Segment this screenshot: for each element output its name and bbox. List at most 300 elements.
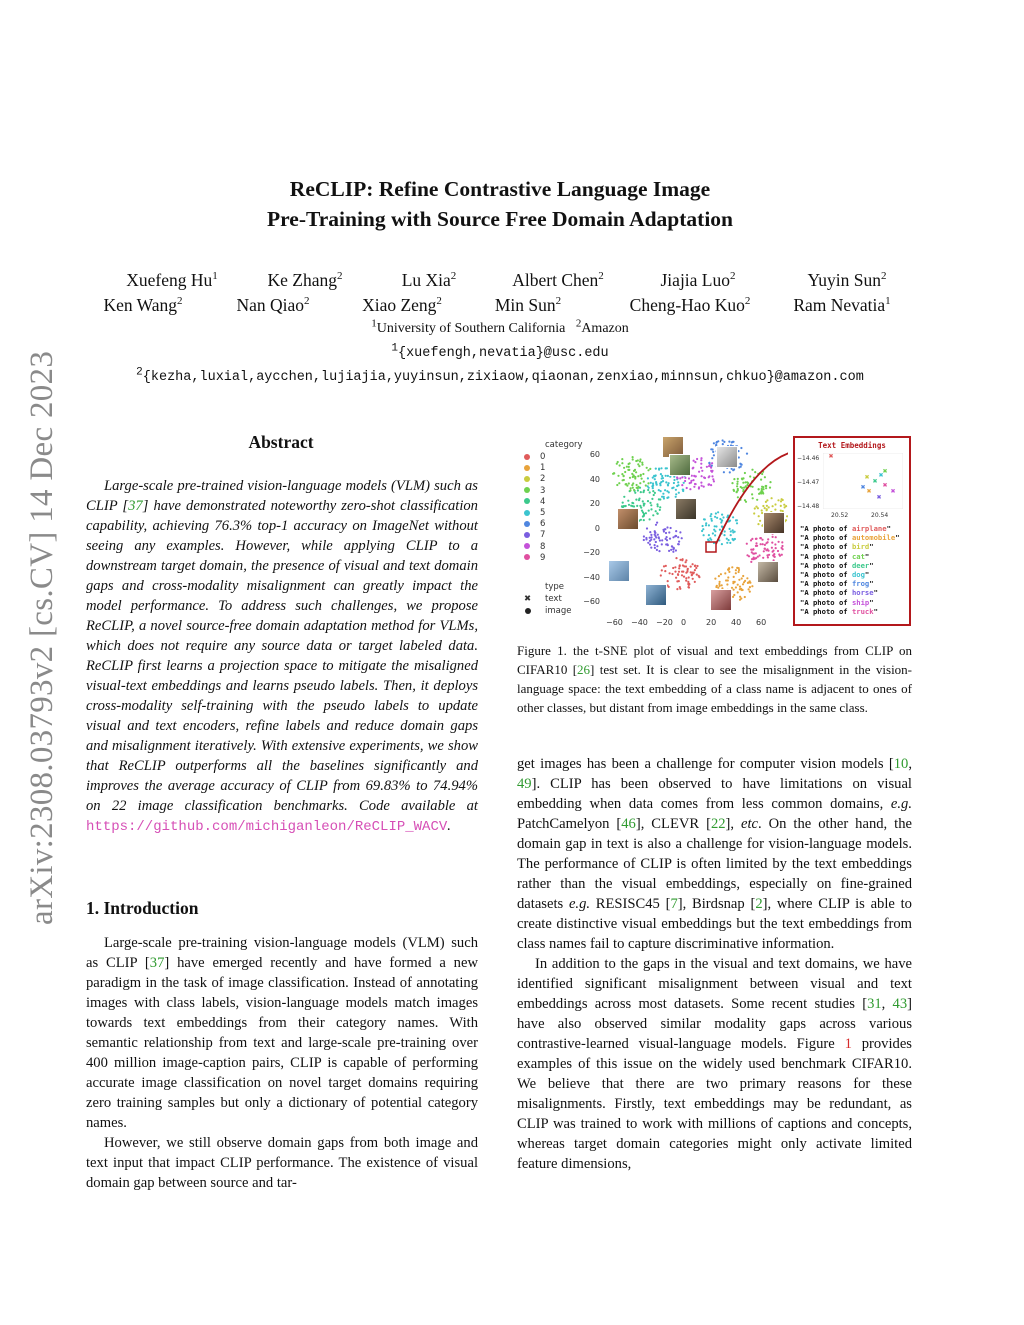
image-point xyxy=(736,485,738,487)
author-affiliation-mark: 1 xyxy=(885,295,891,308)
image-point xyxy=(642,473,644,475)
image-point xyxy=(741,464,743,466)
image-point xyxy=(652,514,654,516)
rp2-b: ] have also observed similar modality gaps across various contrastive-learned visual-language models. Figure xyxy=(517,996,913,1052)
prompt-line-airplane xyxy=(800,524,900,533)
image-point xyxy=(677,573,679,575)
image-point xyxy=(729,542,731,544)
image-point xyxy=(712,451,714,453)
type-legend xyxy=(520,580,580,620)
image-point xyxy=(748,555,750,557)
image-point xyxy=(685,572,687,574)
image-point xyxy=(675,530,677,532)
y-tick-label: −40 xyxy=(583,572,600,582)
image-point xyxy=(764,544,766,546)
image-point xyxy=(750,549,752,551)
prompt-class-name: airplane xyxy=(851,524,887,533)
image-point xyxy=(760,537,762,539)
legend-item-5 xyxy=(524,508,545,519)
rp1-a: get images has been a challenge for computer vision models [ xyxy=(517,756,894,772)
image-point xyxy=(674,566,676,568)
image-point xyxy=(672,551,674,553)
image-point xyxy=(780,500,782,502)
legend-item-2 xyxy=(524,474,545,485)
image-point xyxy=(630,487,632,489)
row2-author-4 xyxy=(495,295,561,316)
image-point xyxy=(694,581,696,583)
image-point xyxy=(617,475,619,477)
inset-y-tick-label: −14.46 xyxy=(797,455,820,462)
type-image-label: image xyxy=(545,606,572,616)
image-point xyxy=(717,511,719,513)
image-point xyxy=(713,454,715,456)
citation-10[interactable]: 10 xyxy=(893,756,909,772)
image-point xyxy=(782,499,784,501)
image-point xyxy=(619,464,621,466)
image-point xyxy=(650,482,652,484)
abstract-body xyxy=(86,476,478,837)
text-embedding-mark-ship: ✖ xyxy=(890,488,896,495)
image-point xyxy=(629,462,631,464)
image-point xyxy=(735,572,737,574)
author-name: Xuefeng Hu xyxy=(126,270,213,290)
intro-paragraph-1 xyxy=(86,933,478,1133)
y-tick-label: 40 xyxy=(589,474,600,484)
figure-1-caption xyxy=(517,641,912,717)
inset-y-tick-label: −14.47 xyxy=(797,479,820,486)
image-point xyxy=(659,498,661,500)
y-tick-label: 20 xyxy=(589,499,600,508)
image-point xyxy=(703,518,705,520)
thumbnail-animal-image xyxy=(716,446,738,468)
image-point xyxy=(643,503,645,505)
image-point xyxy=(623,496,625,498)
image-point xyxy=(641,462,643,464)
image-point xyxy=(748,588,750,590)
image-point xyxy=(774,503,776,505)
image-point xyxy=(681,574,683,576)
image-point xyxy=(711,457,713,459)
image-point xyxy=(652,490,654,492)
citation-31[interactable]: 31 xyxy=(867,996,882,1012)
image-point xyxy=(708,475,710,477)
thumbnail-horse-image xyxy=(763,512,785,534)
image-point xyxy=(736,567,738,569)
image-point xyxy=(654,532,656,534)
legend-dot-icon xyxy=(524,554,530,560)
image-point xyxy=(650,534,652,536)
author-name: Albert Chen xyxy=(512,270,599,290)
image-point xyxy=(690,571,692,573)
image-point xyxy=(658,550,660,552)
legend-label: 9 xyxy=(540,552,546,563)
image-point xyxy=(731,482,733,484)
image-point xyxy=(682,564,684,566)
image-point xyxy=(722,516,724,518)
image-point xyxy=(671,487,673,489)
author-name: Jiajia Luo xyxy=(660,270,730,290)
image-point xyxy=(700,457,702,459)
image-point xyxy=(639,458,641,460)
legend-label: 0 xyxy=(540,452,546,462)
legend-dot-icon xyxy=(524,543,530,549)
image-point xyxy=(656,503,658,505)
image-point xyxy=(744,472,746,474)
image-point xyxy=(692,563,694,565)
image-point xyxy=(724,530,726,532)
author-name: Xiao Zeng xyxy=(362,295,437,315)
image-point xyxy=(703,486,705,488)
affiliation-1: University of Southern California xyxy=(376,321,566,336)
author-affiliation-mark: 2 xyxy=(337,270,343,283)
image-point xyxy=(659,506,661,508)
image-point xyxy=(653,475,655,477)
image-point xyxy=(764,548,766,550)
image-point xyxy=(723,441,725,443)
image-point xyxy=(678,492,680,494)
image-point xyxy=(675,535,677,537)
image-point xyxy=(721,543,723,545)
row1-author-1 xyxy=(126,270,218,291)
image-point xyxy=(666,490,668,492)
row1-author-5 xyxy=(661,270,736,291)
image-point xyxy=(771,542,773,544)
image-point xyxy=(733,576,735,578)
image-point xyxy=(734,531,736,533)
image-point xyxy=(713,442,715,444)
image-point xyxy=(672,567,674,569)
image-point xyxy=(741,577,743,579)
image-point xyxy=(658,536,660,538)
image-point xyxy=(784,506,786,508)
image-point xyxy=(786,515,788,517)
legend-label: 3 xyxy=(540,485,546,496)
y-tick-label: −20 xyxy=(583,548,600,557)
image-point xyxy=(698,471,700,473)
image-point xyxy=(652,482,654,484)
citation-7[interactable]: 7 xyxy=(670,896,678,912)
type-legend-title: type xyxy=(545,582,564,592)
author-affiliation-mark: 2 xyxy=(744,295,751,308)
row2-author-2 xyxy=(236,295,309,316)
image-point xyxy=(660,467,662,469)
citation-49[interactable]: 49 xyxy=(517,776,532,792)
image-point xyxy=(758,488,760,490)
row2-author-6 xyxy=(793,295,890,316)
legend-item-6 xyxy=(524,519,545,530)
image-point xyxy=(682,490,684,492)
image-point xyxy=(717,440,719,442)
email-2-mark: 2 xyxy=(136,366,143,379)
image-point xyxy=(757,523,759,525)
image-point xyxy=(737,478,739,480)
citation-26[interactable]: 26 xyxy=(577,662,591,677)
image-point xyxy=(650,547,652,549)
legend-item-8 xyxy=(524,542,545,553)
paper-title-line-2: Pre-Training with Source Free Domain Adaptation xyxy=(266,207,734,231)
thumbnail-ship-image xyxy=(645,584,667,606)
row1-author-4 xyxy=(512,270,604,291)
image-point xyxy=(754,558,756,560)
image-point xyxy=(765,501,767,503)
x-tick-label: −20 xyxy=(656,618,673,627)
image-point xyxy=(751,551,753,553)
image-point xyxy=(723,534,725,536)
image-point xyxy=(685,561,687,563)
citation-37-intro[interactable]: 37 xyxy=(149,955,165,971)
image-point xyxy=(669,572,671,574)
image-point xyxy=(654,478,656,480)
arxiv-identifier: arXiv:2308.03793v2 [cs.CV] 14 Dec 2023 xyxy=(24,350,60,925)
image-point xyxy=(760,543,762,545)
image-point xyxy=(703,534,705,536)
image-point xyxy=(732,581,734,583)
image-point xyxy=(647,469,649,471)
affiliations xyxy=(0,317,1000,337)
figure-1-reference[interactable]: 1 xyxy=(844,1036,852,1052)
prompt-closing-quote: " xyxy=(873,588,878,598)
image-point xyxy=(701,470,703,472)
inset-x-tick-label: 20.54 xyxy=(871,512,889,519)
introduction-body xyxy=(86,933,478,1193)
image-point xyxy=(761,488,763,490)
abstract-text-3: . xyxy=(447,818,451,834)
image-point xyxy=(710,484,712,486)
image-point xyxy=(626,485,628,487)
image-point xyxy=(661,543,663,545)
image-point xyxy=(671,573,673,575)
image-point xyxy=(673,479,675,481)
inset-y-tick-label: −14.48 xyxy=(797,503,820,510)
author-name: Cheng-Hao Kuo xyxy=(629,295,745,315)
citation-2[interactable]: 2 xyxy=(755,896,763,912)
image-point xyxy=(751,493,753,495)
legend-dot-icon xyxy=(524,532,530,538)
image-point xyxy=(734,538,736,540)
image-point xyxy=(710,467,712,469)
image-point xyxy=(694,483,696,485)
image-point xyxy=(780,505,782,507)
image-point xyxy=(715,442,717,444)
prompt-list xyxy=(800,524,900,616)
image-point xyxy=(749,475,751,477)
cluster-category-7 xyxy=(643,522,683,553)
image-point xyxy=(731,468,733,470)
image-point xyxy=(728,539,730,541)
image-point xyxy=(673,482,675,484)
image-point xyxy=(649,537,651,539)
image-point xyxy=(646,467,648,469)
image-point xyxy=(711,520,713,522)
image-point xyxy=(742,583,744,585)
prompt-class-name: bird xyxy=(851,542,870,552)
image-point xyxy=(633,475,635,477)
thumbnail-truck-image xyxy=(757,561,779,583)
image-point xyxy=(775,547,777,549)
image-point xyxy=(670,527,672,529)
legend-title: category xyxy=(545,440,583,450)
image-point xyxy=(707,539,709,541)
image-point xyxy=(627,500,629,502)
prompt-closing-quote: " xyxy=(886,524,891,533)
image-point xyxy=(745,485,747,487)
prompt-line-automobile xyxy=(800,533,900,542)
inset-title: Text Embeddings xyxy=(818,441,886,450)
prompt-closing-quote: " xyxy=(864,551,870,561)
image-point xyxy=(685,565,687,567)
prompt-class-name: frog xyxy=(851,579,870,589)
prompt-line-bird xyxy=(800,542,900,551)
cluster-category-3 xyxy=(731,469,771,503)
image-point xyxy=(664,570,666,572)
image-point xyxy=(766,505,768,507)
legend-item-0 xyxy=(524,452,545,463)
image-marker-icon xyxy=(525,608,531,614)
image-point xyxy=(623,467,625,469)
image-point xyxy=(781,541,783,543)
prompt-closing-quote: " xyxy=(864,570,870,580)
image-point xyxy=(668,531,670,533)
rp1-eg2: e.g. xyxy=(568,896,591,912)
image-point xyxy=(709,537,711,539)
image-point xyxy=(764,476,766,478)
image-point xyxy=(692,479,694,481)
code-link[interactable]: https://github.com/michiganleon/ReCLIP_WACV xyxy=(86,819,448,835)
image-point xyxy=(676,588,678,590)
image-point xyxy=(738,456,740,458)
image-point xyxy=(641,478,643,480)
rp1-etc: etc xyxy=(741,816,759,832)
image-point xyxy=(666,536,668,538)
image-point xyxy=(637,475,639,477)
image-point xyxy=(755,538,757,540)
image-point xyxy=(678,567,680,569)
image-point xyxy=(655,524,657,526)
image-point xyxy=(763,550,765,552)
x-tick-label: −60 xyxy=(606,618,623,627)
image-point xyxy=(664,528,666,530)
image-point xyxy=(635,471,637,473)
image-point xyxy=(649,531,651,533)
image-point xyxy=(658,468,660,470)
prompt-class-name: dog xyxy=(851,570,865,580)
image-point xyxy=(688,576,690,578)
citation-46[interactable]: 46 xyxy=(621,816,636,832)
legend-item-3 xyxy=(524,486,545,497)
prompt-line-dog xyxy=(800,570,900,579)
image-point xyxy=(692,578,694,580)
image-point xyxy=(637,459,639,461)
image-point xyxy=(659,484,661,486)
image-point xyxy=(681,571,683,573)
image-point xyxy=(705,522,707,524)
image-point xyxy=(693,486,695,488)
image-point xyxy=(626,466,628,468)
image-point xyxy=(714,525,716,527)
image-point xyxy=(628,469,630,471)
image-point xyxy=(711,475,713,477)
legend-label: 6 xyxy=(540,519,546,530)
prompt-prefix: "A photo of xyxy=(800,533,852,543)
image-point xyxy=(677,481,679,483)
image-point xyxy=(696,458,698,460)
image-point xyxy=(724,572,726,574)
prompt-line-horse xyxy=(800,588,900,597)
prompt-prefix: "A photo of xyxy=(800,588,852,598)
image-point xyxy=(719,585,721,587)
image-point xyxy=(755,542,757,544)
image-point xyxy=(735,586,737,588)
citation-22[interactable]: 22 xyxy=(710,816,726,832)
image-point xyxy=(756,545,758,547)
image-point xyxy=(621,458,623,460)
image-point xyxy=(632,456,634,458)
image-point xyxy=(679,588,681,590)
image-point xyxy=(667,496,669,498)
image-point xyxy=(659,509,661,511)
image-point xyxy=(693,460,695,462)
x-tick-label: 0 xyxy=(681,618,687,627)
image-point xyxy=(719,529,721,531)
rp1-eg1: e.g. xyxy=(890,796,912,812)
image-point xyxy=(726,542,728,544)
image-point xyxy=(679,565,681,567)
image-point xyxy=(633,489,635,491)
image-point xyxy=(746,453,748,455)
image-point xyxy=(777,550,779,552)
image-point xyxy=(737,489,739,491)
image-point xyxy=(689,488,691,490)
image-point xyxy=(742,589,744,591)
image-point xyxy=(772,550,774,552)
x-tick-label: 20 xyxy=(706,618,717,627)
citation-43[interactable]: 43 xyxy=(892,996,908,1012)
legend-label: 4 xyxy=(540,496,546,507)
image-point xyxy=(766,508,768,510)
image-point xyxy=(754,471,756,473)
author-affiliation-mark: 2 xyxy=(436,295,442,308)
image-point xyxy=(686,487,688,489)
text-embedding-mark-horse: ✖ xyxy=(876,494,882,501)
image-point xyxy=(728,441,730,443)
image-point xyxy=(665,565,667,567)
image-point xyxy=(710,515,712,517)
image-point xyxy=(750,561,752,563)
image-point xyxy=(675,549,677,551)
image-point xyxy=(643,481,645,483)
image-point xyxy=(742,482,744,484)
image-point xyxy=(654,492,656,494)
image-point xyxy=(616,463,618,465)
image-point xyxy=(749,591,751,593)
image-point xyxy=(783,504,785,506)
citation-37[interactable]: 37 xyxy=(128,498,143,514)
prompt-class-name: automobile xyxy=(851,533,896,543)
image-point xyxy=(690,566,692,568)
text-embeddings-inset xyxy=(793,436,911,626)
intro-text-1a: Large-scale pre-training vision-language models (VLM) such as CLIP [ xyxy=(86,935,478,971)
image-point xyxy=(669,538,671,540)
image-point xyxy=(650,508,652,510)
image-point xyxy=(655,482,657,484)
image-point xyxy=(716,517,718,519)
cluster-category-5 xyxy=(701,511,738,545)
image-point xyxy=(737,591,739,593)
author-name: Min Sun xyxy=(494,295,556,315)
legend-dot-icon xyxy=(524,454,530,460)
rp1-i: ], where CLIP is able to create distinctive visual embeddings but the text embeddings from class names fail to capture discriminative information. xyxy=(517,896,912,952)
image-point xyxy=(714,516,716,518)
